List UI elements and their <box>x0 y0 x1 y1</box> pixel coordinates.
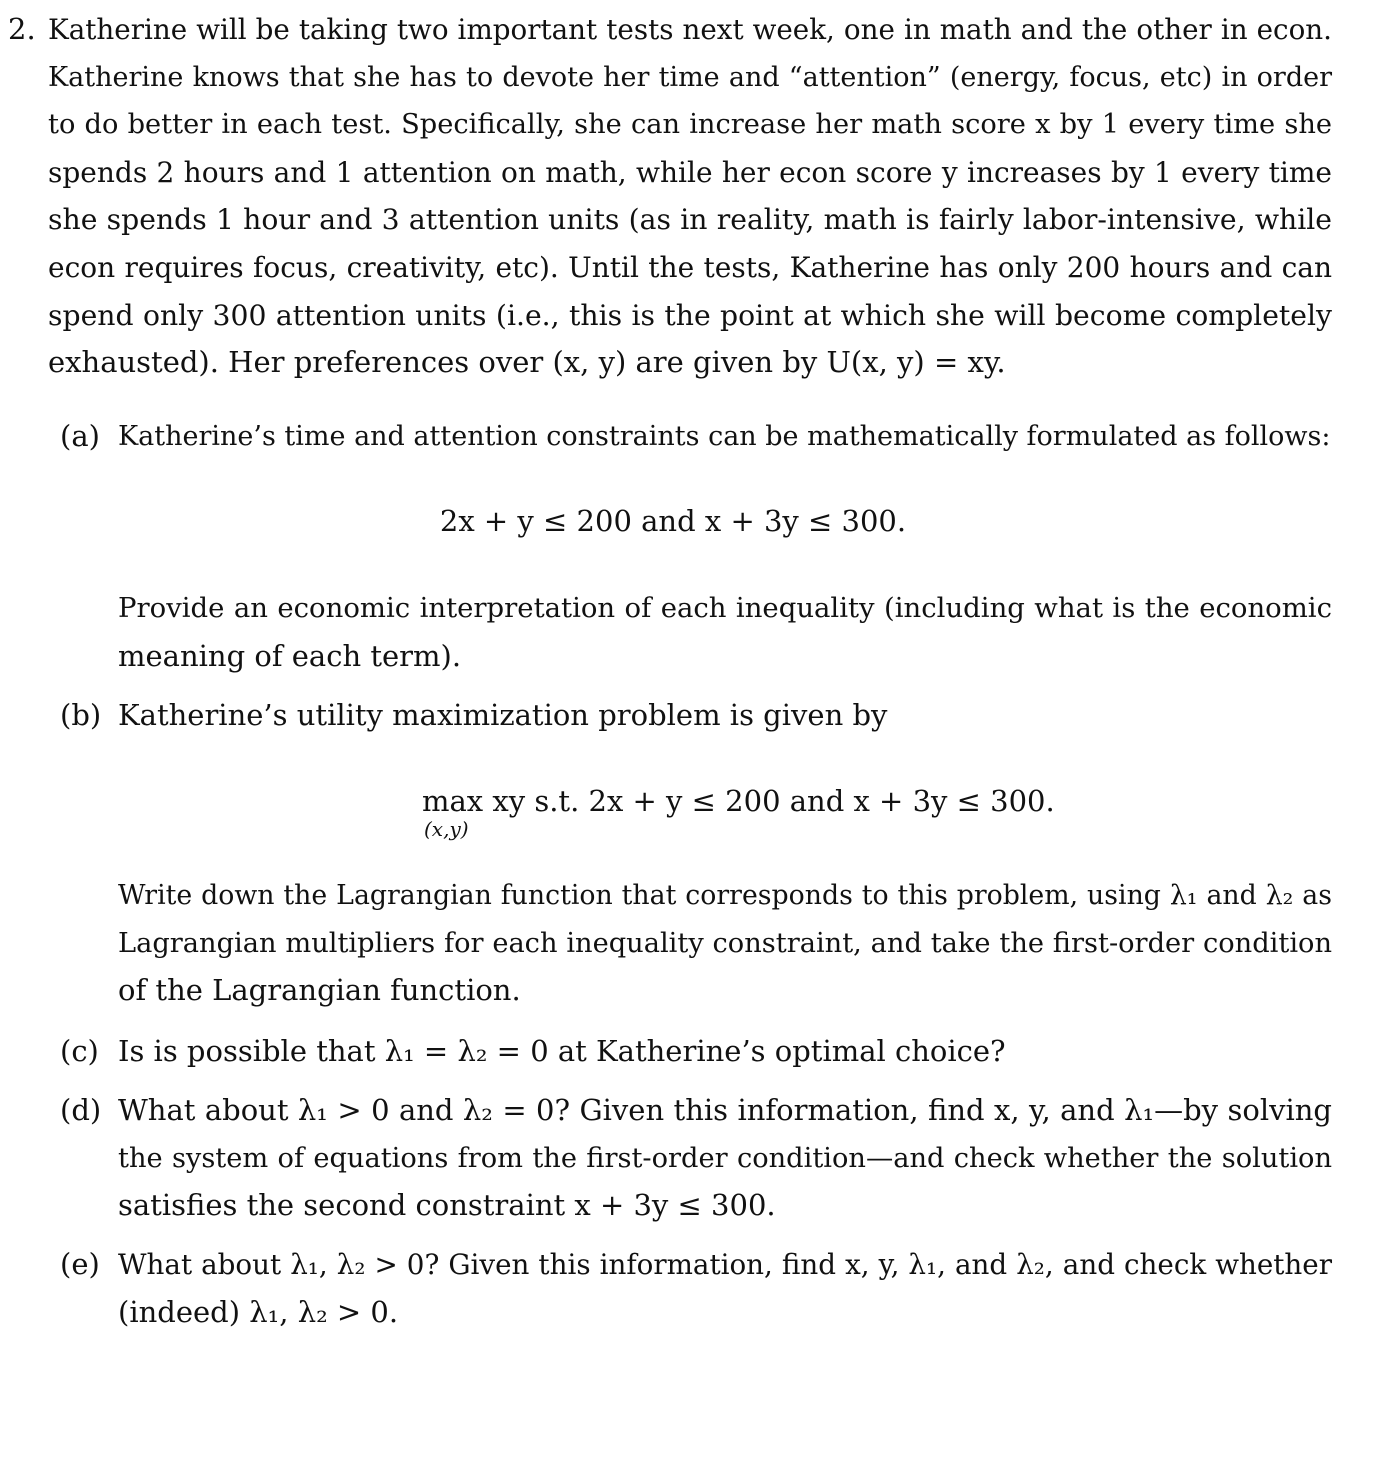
part-b-line: Lagrangian multipliers for each inequality constraint, and take the first-order condition <box>118 927 1332 959</box>
part-d-label: (d) <box>60 1093 102 1127</box>
part-d-line: the system of equations from the first-order condition—and check whether the solution <box>118 1142 1332 1174</box>
problem-statement <box>48 6 1332 387</box>
part-a-line: meaning of each term). <box>118 638 462 673</box>
part-e-label: (e) <box>60 1247 100 1281</box>
problem-line: Katherine knows that she has to devote her time and “attention” (energy, focus, etc) in order <box>48 61 1332 93</box>
part-b-intro-block <box>118 692 1332 740</box>
part-a-intro: Katherine’s time and attention constraints can be mathematically formulated as follows: <box>118 421 1331 452</box>
maximization-problem: max xy s.t. 2x + y ≤ 200 and x + 3y ≤ 300. <box>422 784 1055 818</box>
part-c-block <box>118 1028 1332 1076</box>
part-d-line: What about λ₁ > 0 and λ₂ = 0? Given this information, find x, y, and λ₁—by solving <box>118 1093 1332 1127</box>
problem-line: exhausted). Her preferences over (x, y) are given by U(x, y) = xy. <box>48 345 1006 380</box>
constraints-equation: 2x + y ≤ 200 and x + 3y ≤ 300. <box>439 504 907 538</box>
part-a-label: (a) <box>60 419 100 453</box>
part-c-label: (c) <box>60 1034 99 1068</box>
problem-line: she spends 1 hour and 3 attention units (as in reality, math is fairly labor-intensive, while <box>48 203 1332 237</box>
part-a-intro-block <box>118 413 1332 461</box>
problem-line: econ requires focus, creativity, etc). Until the tests, Katherine has only 200 hours and can <box>48 250 1332 284</box>
part-a-body-block <box>118 585 1332 680</box>
part-b-body-block <box>118 872 1332 1015</box>
part-d-line: satisfies the second constraint x + 3y ≤ 300. <box>118 1188 776 1223</box>
part-b-label: (b) <box>60 698 102 732</box>
part-d-block <box>118 1087 1332 1230</box>
problem-line: Katherine will be taking two important tests next week, one in math and the other in econ. <box>48 13 1332 46</box>
problem-line: spend only 300 attention units (i.e., this is the point at which she will become completely <box>48 298 1332 332</box>
part-e-line: (indeed) λ₁, λ₂ > 0. <box>118 1294 399 1329</box>
part-c-line: Is is possible that λ₁ = λ₂ = 0 at Katherine’s optimal choice? <box>118 1034 1006 1068</box>
problem-line: spends 2 hours and 1 attention on math, while her econ score y increases by 1 every time <box>48 155 1332 189</box>
part-b-line: of the Lagrangian function. <box>118 973 521 1008</box>
part-a-line: Provide an economic interpretation of each inequality (including what is the economic <box>118 592 1332 624</box>
problem-line: to do better in each test. Specifically, she can increase her math score x by 1 every time she <box>48 109 1332 141</box>
part-e-line: What about λ₁, λ₂ > 0? Given this information, find x, y, λ₁, and λ₂, and check whether <box>118 1248 1332 1281</box>
problem-number: 2. <box>8 12 36 46</box>
maximization-subscript: (x,y) <box>424 817 469 841</box>
part-e-block <box>118 1241 1332 1336</box>
part-b-intro: Katherine’s utility maximization problem is given by <box>118 698 888 732</box>
part-b-line: Write down the Lagrangian function that corresponds to this problem, using λ₁ and λ₂ as <box>118 880 1332 911</box>
